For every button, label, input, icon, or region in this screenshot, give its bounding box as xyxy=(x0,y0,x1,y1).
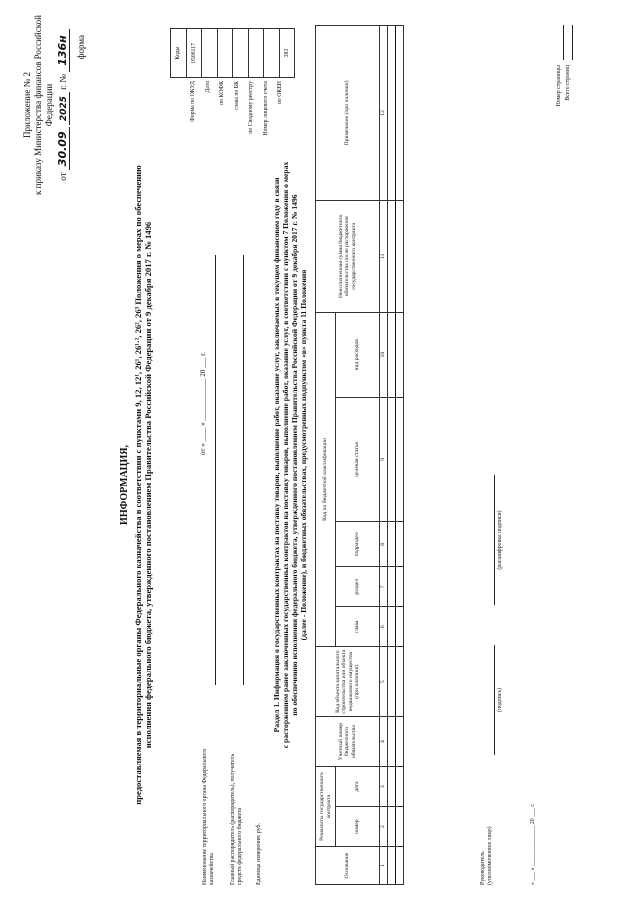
table-cell xyxy=(396,647,404,717)
table-cell xyxy=(388,717,396,767)
section-line-2: с расторжением ранее заключенных государственных контрактов на поставку товаров, выполнение работ, оказание услуг, в соответствии с пунктом 7 Положения о мерах xyxy=(281,161,290,749)
signature-line xyxy=(494,645,495,755)
total-pages-line xyxy=(572,25,573,60)
col-num-11: 11 xyxy=(380,200,388,312)
unit-label: Единица измерения: руб. xyxy=(256,823,262,885)
col-num-5: 5 xyxy=(380,647,388,717)
code-label-okei: по ОКЕИ xyxy=(277,81,283,105)
table-cell xyxy=(396,717,404,767)
col-num-12: 12 xyxy=(380,26,388,201)
order-number: 136н xyxy=(56,29,70,72)
col-num-6: 6 xyxy=(380,607,388,647)
col-num-7: 7 xyxy=(380,567,388,607)
head-line-1: Руководитель xyxy=(480,851,486,885)
date-day-month: 30.09 xyxy=(56,127,70,170)
codes-header: Коды xyxy=(171,29,187,78)
col-budget-classification: Код по бюджетной классификации xyxy=(316,312,336,647)
decode-line xyxy=(494,475,495,605)
code-okud-value: 0506117 xyxy=(186,29,202,78)
page-number-label: Номер страницы xyxy=(556,65,562,107)
col-unused-sum: Неисполненная сумма бюджетного обязательства после расторжения государственного контракта xyxy=(316,200,380,312)
col-section: раздел xyxy=(336,567,380,607)
table-cell xyxy=(388,767,396,807)
grbs-field-line xyxy=(243,255,244,685)
col-subsection: подраздел xyxy=(336,522,380,567)
date-year: 2025 xyxy=(59,92,70,125)
table-cell xyxy=(388,200,396,312)
table-cell xyxy=(396,26,404,201)
page-number-line xyxy=(563,25,564,60)
grbs-label-line-2: средств федерального бюджета xyxy=(236,807,243,885)
contracts-table xyxy=(315,25,404,885)
signature-date-line: « ___ » ______________ 20 ___ г. xyxy=(530,803,536,885)
col-num-8: 8 xyxy=(380,522,388,567)
table-cell xyxy=(388,567,396,607)
grbs-field-label xyxy=(230,685,243,885)
table-cell xyxy=(388,522,396,567)
title-line-1: предоставляемая в территориальные органы Федерального казначейства в соответствии с пунктами 9, 12, 12¹, 26¹, 26¹·², 26², 26³ Положения о мерах по обеспечению xyxy=(133,165,143,805)
appendix-line-3: Федерации xyxy=(44,83,54,127)
table-cell xyxy=(396,567,404,607)
col-num-1: 1 xyxy=(380,847,388,885)
column-numbers-row xyxy=(380,26,388,885)
col-expense-type: вид расходов xyxy=(336,312,380,397)
tofk-label-line-1: Наименование территориального органа Федерального xyxy=(202,748,208,885)
section-line-3: по обеспечению исполнения федерального бюджета, утвержденного постановлением Правительства Российской Федерации от 9 декабря 2017 г. № 1496 xyxy=(290,194,299,716)
section-heading xyxy=(272,25,308,885)
col-object-code: Код объекта капитального строительства или объекта недвижимого имущества (при наличии) xyxy=(316,647,380,717)
col-num-9: 9 xyxy=(380,397,388,522)
table-cell xyxy=(396,200,404,312)
section-line-4: (далее - Положение), и бюджетных обязательствах, предусмотренных подпунктом «в» пункта 11 Положения xyxy=(299,269,308,641)
table-row xyxy=(388,26,396,885)
title-line-2: исполнения федерального бюджета, утвержденного постановлением Правительства Российской Федерации от 9 декабря 2017 г. № 1496 xyxy=(143,221,153,749)
col-note: Примечание (при наличии) xyxy=(316,26,380,201)
col-num-4: 4 xyxy=(380,717,388,767)
date-prefix: от xyxy=(58,172,68,181)
table-row xyxy=(396,26,404,885)
col-target-article: целевая статья xyxy=(336,397,380,522)
table-cell xyxy=(396,847,404,885)
decode-caption: (расшифровка подписи) xyxy=(497,510,503,570)
table-cell xyxy=(396,397,404,522)
col-contract-date: дата xyxy=(336,767,380,807)
table-cell xyxy=(388,807,396,847)
table-cell xyxy=(396,522,404,567)
table-cell xyxy=(388,847,396,885)
code-label-glava: глава по БК xyxy=(233,81,240,110)
appendix-date-line xyxy=(57,5,70,205)
table-cell xyxy=(388,397,396,522)
code-glava-value xyxy=(233,29,249,78)
title-heading: ИНФОРМАЦИЯ, xyxy=(119,445,130,525)
table-cell xyxy=(396,767,404,807)
form-label: форма xyxy=(76,35,86,60)
code-label-account: Номер лицевого счета xyxy=(262,81,269,136)
table-cell xyxy=(396,312,404,397)
tofk-field-label xyxy=(202,685,215,885)
title-block xyxy=(120,145,153,825)
code-label-registry: по Сводному реестру xyxy=(248,81,254,134)
total-pages-label: Всего страниц xyxy=(565,65,571,101)
table-cell xyxy=(388,26,396,201)
grbs-label-line-1: Главный распорядитель (распорядитель), получатель xyxy=(230,753,236,885)
col-basis: Основание xyxy=(316,847,380,885)
table-cell xyxy=(388,312,396,397)
col-num-3: 3 xyxy=(380,767,388,807)
col-num-10: 10 xyxy=(380,312,388,397)
table-cell xyxy=(396,607,404,647)
code-kofk-value xyxy=(217,29,233,78)
code-label-date: Дата xyxy=(204,81,211,93)
code-label-okud: Форма по ОКУД xyxy=(190,81,196,122)
head-line-2: (уполномоченное лицо) xyxy=(486,826,493,885)
tofk-field-line xyxy=(215,255,216,685)
code-label-kofk: по КОФК xyxy=(219,81,225,105)
page-counter xyxy=(555,65,573,185)
col-chapter: глава xyxy=(336,607,380,647)
code-registry-value xyxy=(248,29,264,78)
code-date-value xyxy=(202,29,218,78)
tofk-label-line-2: казначейства xyxy=(208,853,215,885)
report-date-line: от « ____ » ____________ 20 ___ г. xyxy=(199,351,207,455)
table-cell xyxy=(388,647,396,717)
table-cell xyxy=(388,607,396,647)
table-cell xyxy=(396,807,404,847)
appendix-line-1: Приложение № 2 xyxy=(22,72,32,138)
col-account-number: Учетный номер бюджетного обязательства xyxy=(316,717,380,767)
col-num-2: 2 xyxy=(380,807,388,847)
col-requisites: Реквизиты государственного контракта xyxy=(316,767,336,847)
signature-head-label xyxy=(480,765,493,885)
code-okei-value: 383 xyxy=(279,29,295,78)
signature-caption: (подпись) xyxy=(497,687,503,713)
section-line-1: Раздел 1. Информация о государственных контрактах на поставку товаров, выполнение работ, оказание услуг, заключаемых в текущем финансовом году в связи xyxy=(272,177,281,733)
appendix-line-2: к приказу Министерства финансов Российской xyxy=(33,15,43,195)
number-label: № xyxy=(58,74,68,83)
col-contract-number: номер xyxy=(336,807,380,847)
appendix-block xyxy=(22,5,87,205)
year-suffix: г. xyxy=(58,84,68,90)
